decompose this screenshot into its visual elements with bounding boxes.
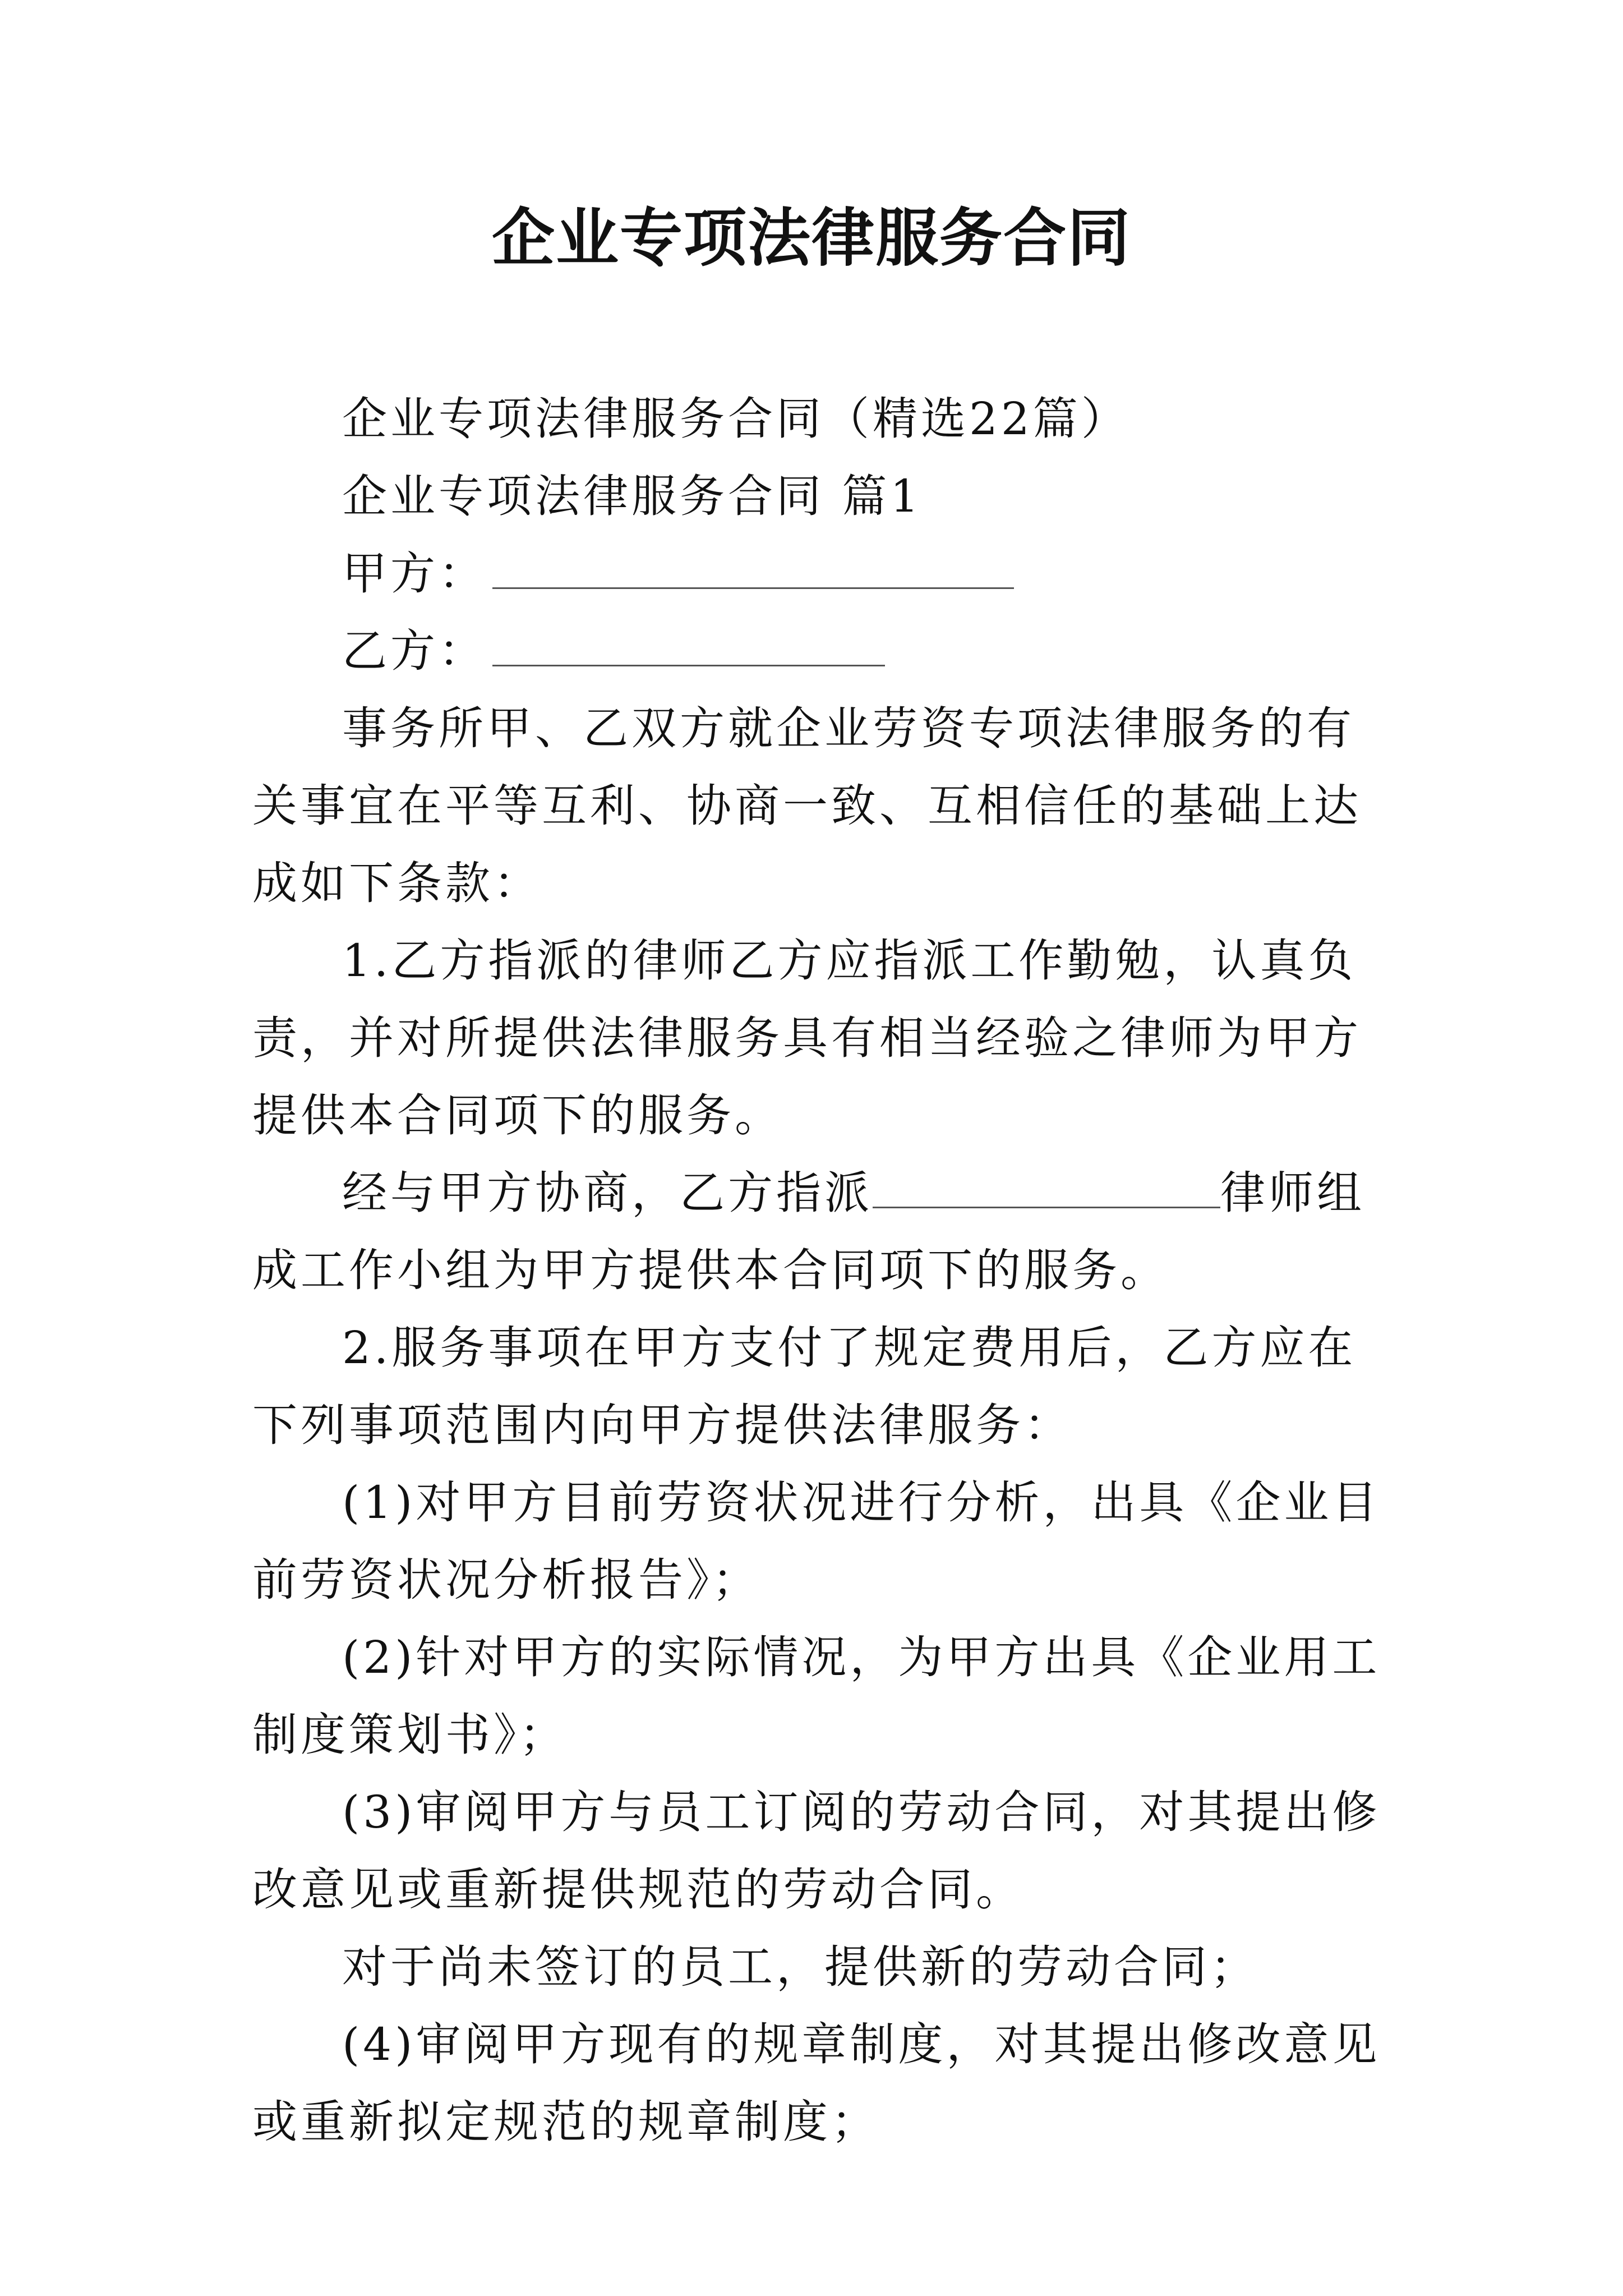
party-b-label: 乙方： <box>342 625 487 677</box>
service-item-3-note: 对于尚未签订的员工，提供新的劳动合同； <box>342 1941 1258 1993</box>
party-b-line <box>252 613 1391 690</box>
section-heading: 企业专项法律服务合同 篇1 <box>342 470 923 522</box>
document-body <box>252 380 1391 2161</box>
team-text-after: 律师组成工作小组为甲方提供本合同项下的服务。 <box>252 1167 1365 1296</box>
team-text-before: 经与甲方协商，乙方指派 <box>342 1167 873 1219</box>
party-a-line <box>252 535 1391 613</box>
party-b-blank <box>492 631 885 666</box>
service-item-4: (4)审阅甲方现有的规章制度，对其提出修改意见或重新拟定规范的规章制度； <box>252 2018 1381 2148</box>
clause-1-paragraph: 1.乙方指派的律师乙方应指派工作勤勉，认真负责，并对所提供法律服务具有相当经验之律师为甲方提供本合同项下的服务。 <box>252 935 1362 1142</box>
clause-2-paragraph: 2.服务事项在甲方支付了规定费用后，乙方应在下列事项范围内向甲方提供法律服务： <box>252 1322 1357 1451</box>
service-item-1: (1)对甲方目前劳资状况进行分析，出具《企业目前劳资状况分析报告》； <box>252 1476 1381 1606</box>
team-paragraph <box>252 1154 1391 1309</box>
service-item-2: (2)针对甲方的实际情况，为甲方出具《企业用工制度策划书》； <box>252 1631 1381 1761</box>
party-a-blank <box>492 554 1014 589</box>
subtitle-paragraph: 企业专项法律服务合同（精选22篇） <box>342 393 1129 445</box>
lawyer-name-blank <box>873 1173 1220 1208</box>
service-item-3: (3)审阅甲方与员工订阅的劳动合同，对其提出修改意见或重新提供规范的劳动合同。 <box>252 1786 1381 1916</box>
party-a-label: 甲方： <box>342 547 487 600</box>
intro-paragraph: 事务所甲、乙双方就企业劳资专项法律服务的有关事宜在平等互利、协商一致、互相信任的基础上达成如下条款： <box>252 702 1362 909</box>
document-title: 企业专项法律服务合同 <box>492 201 1131 275</box>
